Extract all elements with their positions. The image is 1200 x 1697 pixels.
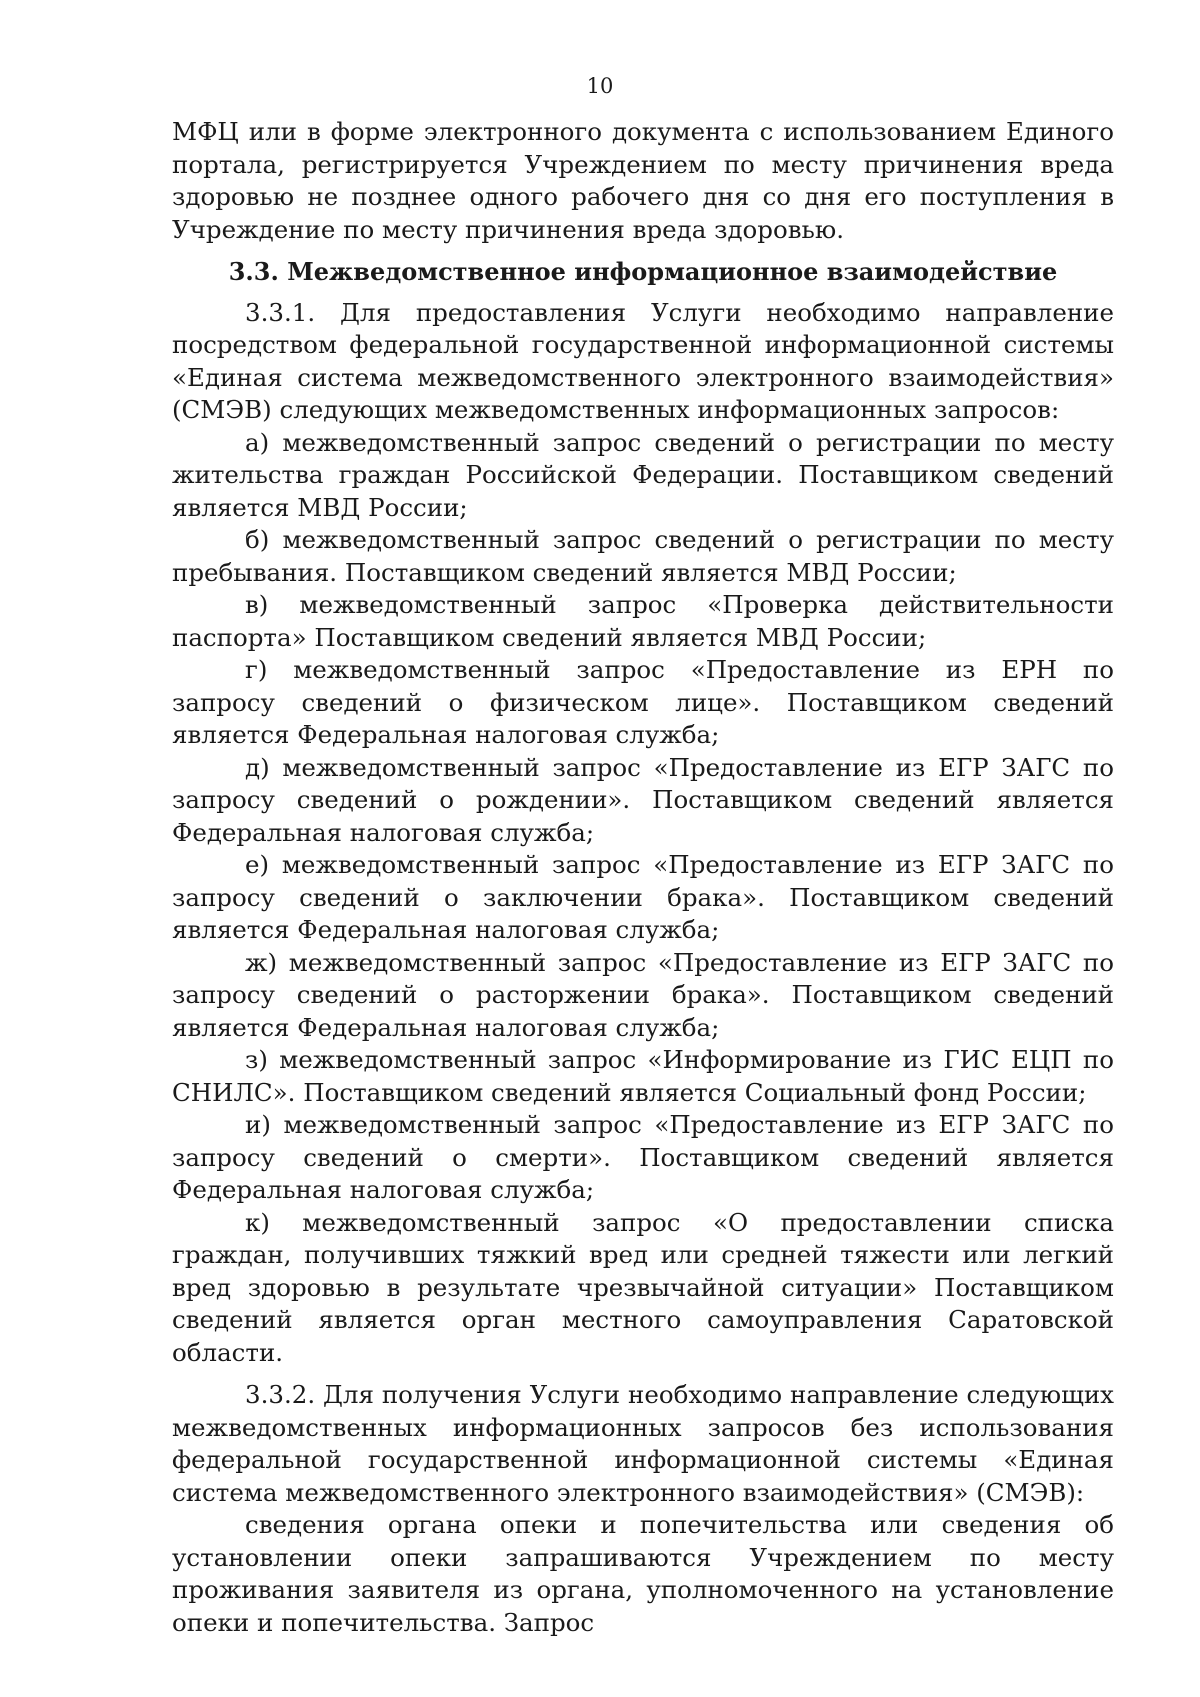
final-paragraph: сведения органа опеки и попечительства или сведения об установлении опеки запрашиваются Учреждением по месту проживания заявителя из органа, уполномоченного на установление опеки и попечительства. Запрос [172,1510,1114,1637]
list-item-k: к) межведомственный запрос «О предоставлении списка граждан, получивших тяжкий вред или средней тяжести или легкий вред здоровью в результате чрезвычайной ситуации» Поставщиком сведений является орган местного самоуправления Саратовской области. [172,1207,1114,1367]
list-item-b: б) межведомственный запрос сведений о регистрации по месту пребывания. Поставщиком сведений является МВД России; [172,525,1114,587]
paragraph-3-3-1: 3.3.1. Для предоставления Услуги необходимо направление посредством федеральной государственной информационной системы «Единая система межведомственного электронного взаимодействия» (СМЭВ) следующих межведомственных информационных запросов: [172,297,1114,424]
page-number: 10 [586,74,614,98]
list-item-v: в) межведомственный запрос «Проверка действительности паспорта» Поставщиком сведений является МВД России; [172,590,1114,652]
list-item-e: е) межведомственный запрос «Предоставление из ЕГР ЗАГС по запросу сведений о заключении брака». Поставщиком сведений является Федеральная налоговая служба; [172,850,1114,944]
document-body [172,116,1114,1639]
list-item-zh: ж) межведомственный запрос «Предоставление из ЕГР ЗАГС по запросу сведений о расторжении брака». Поставщиком сведений является Федеральная налоговая служба; [172,947,1114,1042]
list-item-a: а) межведомственный запрос сведений о регистрации по месту жительства граждан Российской Федерации. Поставщиком сведений является МВД России; [172,427,1114,522]
list-item-i: и) межведомственный запрос «Предоставление из ЕГР ЗАГС по запросу сведений о смерти». Поставщиком сведений является Федеральная налоговая служба; [172,1110,1114,1204]
paragraph-3-3-2: 3.3.2. Для получения Услуги необходимо направление следующих межведомственных информационных запросов без использования федеральной государственной информационной системы «Единая система межведомственного электронного взаимодействия» (СМЭВ): [172,1380,1114,1507]
list-item-z: з) межведомственный запрос «Информирование из ГИС ЕЦП по СНИЛС». Поставщиком сведений является Социальный фонд России; [172,1045,1114,1107]
intro-paragraph: МФЦ или в форме электронного документа с использованием Единого портала, регистрируется Учреждением по месту причинения вреда здоровью не позднее одного рабочего дня со дня его поступления в Учреждение по месту причинения вреда здоровью. [172,117,1114,244]
list-item-g: г) межведомственный запрос «Предоставление из ЕРН по запросу сведений о физическом лице». Поставщиком сведений является Федеральная налоговая служба; [172,655,1114,749]
section-heading: 3.3. Межведомственное информационное взаимодействие [228,257,1058,286]
list-item-d: д) межведомственный запрос «Предоставление из ЕГР ЗАГС по запросу сведений о рождении». Поставщиком сведений является Федеральная налоговая служба; [172,752,1114,847]
